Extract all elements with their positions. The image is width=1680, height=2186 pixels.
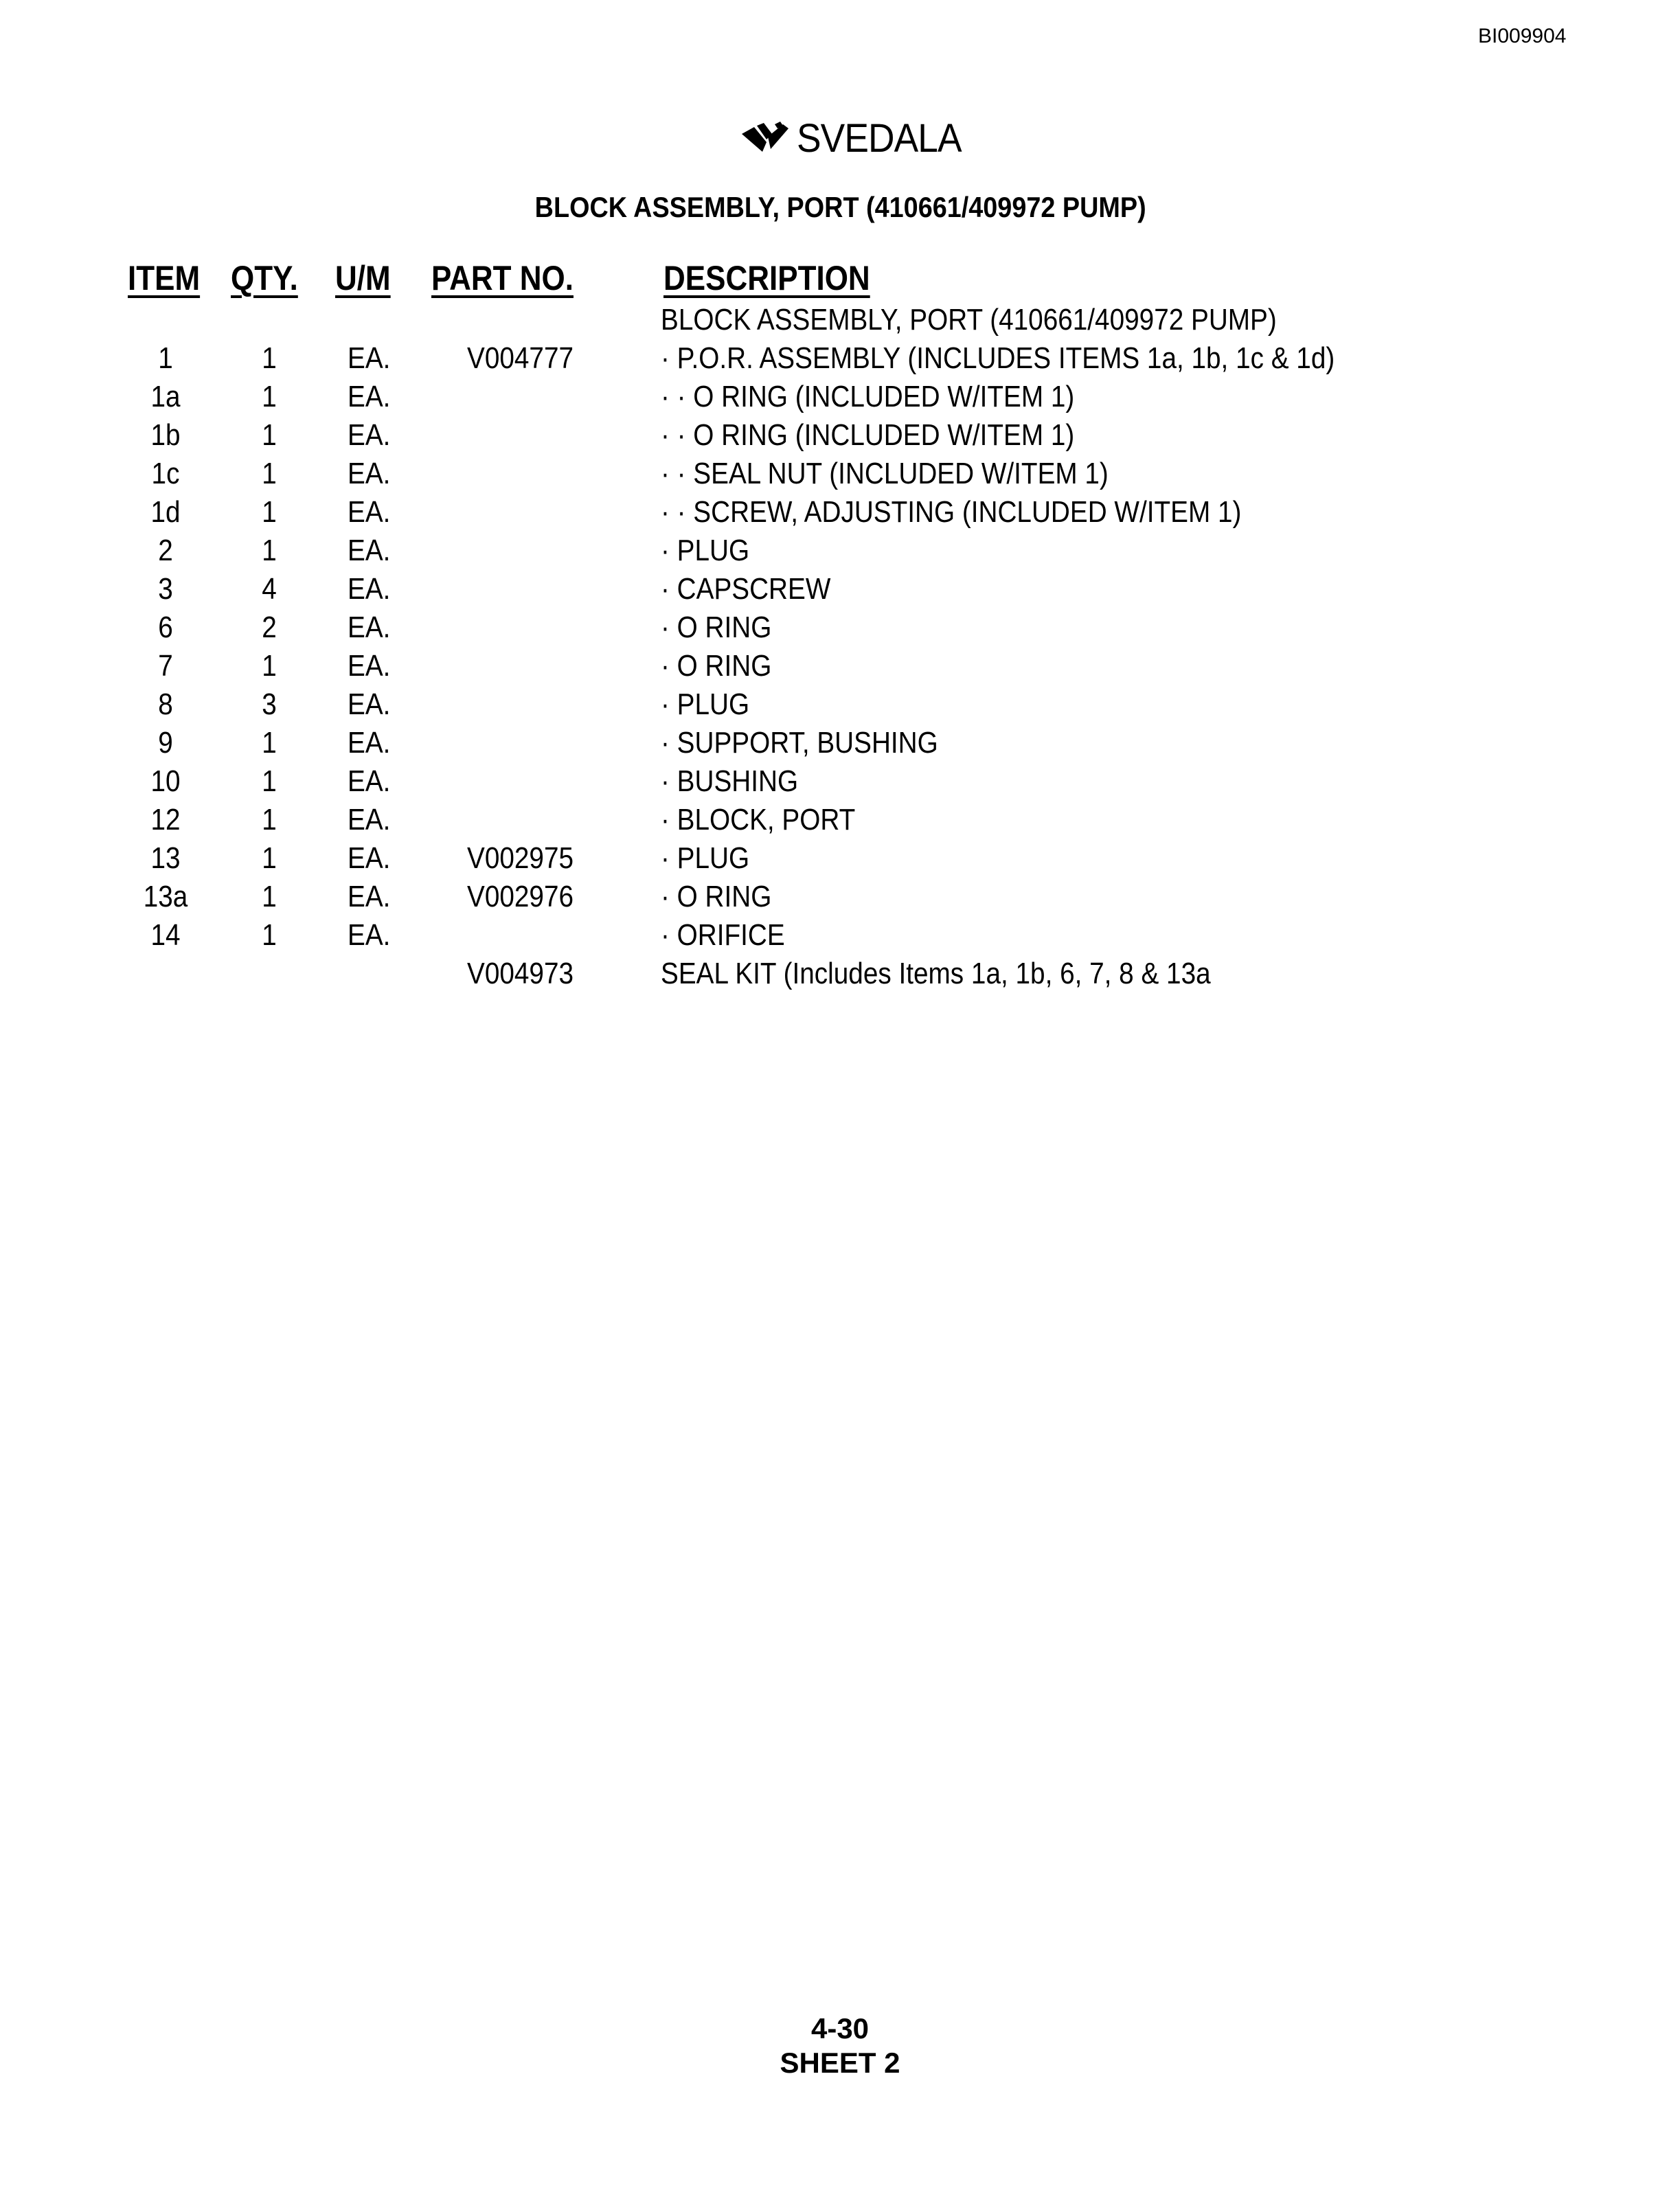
sheet-number: SHEET 2 bbox=[780, 2047, 900, 2079]
cell-um: EA. bbox=[348, 649, 391, 683]
cell-item: 1c bbox=[151, 457, 180, 490]
column-header-um: U/M bbox=[335, 259, 391, 297]
cell-description: · PLUG bbox=[661, 687, 750, 721]
cell-item: 1 bbox=[158, 341, 173, 375]
cell-description: BLOCK ASSEMBLY, PORT (410661/409972 PUMP) bbox=[661, 303, 1277, 337]
cell-part-no: V004973 bbox=[467, 957, 574, 990]
cell-part-no: V004777 bbox=[467, 341, 574, 375]
cell-description: · · O RING (INCLUDED W/ITEM 1) bbox=[661, 380, 1075, 413]
cell-description: · · SEAL NUT (INCLUDED W/ITEM 1) bbox=[661, 457, 1109, 490]
cell-description: SEAL KIT (Includes Items 1a, 1b, 6, 7, 8 & 13a bbox=[661, 957, 1211, 990]
table-row bbox=[0, 762, 1680, 801]
cell-description: · O RING bbox=[661, 649, 772, 683]
cell-qty: 4 bbox=[262, 572, 277, 606]
cell-item: 1d bbox=[150, 495, 181, 529]
cell-item: 14 bbox=[150, 918, 181, 952]
column-header-description: DESCRIPTION bbox=[663, 259, 870, 297]
table-row bbox=[0, 724, 1680, 762]
cell-um: EA. bbox=[348, 880, 391, 913]
table-row bbox=[0, 455, 1680, 493]
table-row bbox=[0, 608, 1680, 647]
table-row bbox=[0, 916, 1680, 955]
cell-description: · · O RING (INCLUDED W/ITEM 1) bbox=[661, 418, 1075, 452]
logo-wordmark: SVEDALA bbox=[797, 116, 962, 161]
cell-qty: 1 bbox=[262, 341, 277, 375]
cell-um: EA. bbox=[348, 764, 391, 798]
cell-qty: 1 bbox=[262, 841, 277, 875]
cell-item: 8 bbox=[158, 687, 173, 721]
table-row bbox=[0, 878, 1680, 916]
cell-um: EA. bbox=[348, 418, 391, 452]
cell-qty: 1 bbox=[262, 534, 277, 567]
table-row bbox=[0, 416, 1680, 455]
page-number: 4-30 bbox=[810, 2012, 870, 2045]
table-row bbox=[0, 339, 1680, 378]
cell-um: EA. bbox=[348, 457, 391, 490]
cell-um: EA. bbox=[348, 841, 391, 875]
cell-item: 10 bbox=[150, 764, 181, 798]
cell-item: 2 bbox=[158, 534, 173, 567]
cell-description: · CAPSCREW bbox=[661, 572, 831, 606]
table-row bbox=[0, 839, 1680, 878]
document-id: BI009904 bbox=[1478, 25, 1567, 47]
cell-um: EA. bbox=[348, 611, 391, 644]
cell-um: EA. bbox=[348, 918, 391, 952]
cell-um: EA. bbox=[348, 380, 391, 413]
document-title: BLOCK ASSEMBLY, PORT (410661/409972 PUMP) bbox=[534, 191, 1146, 223]
cell-um: EA. bbox=[348, 572, 391, 606]
cell-description: · · SCREW, ADJUSTING (INCLUDED W/ITEM 1) bbox=[661, 495, 1242, 529]
cell-item: 9 bbox=[158, 726, 173, 760]
cell-description: · PLUG bbox=[661, 841, 750, 875]
table-row bbox=[0, 301, 1680, 339]
cell-qty: 1 bbox=[262, 380, 277, 413]
svedala-logo bbox=[740, 115, 976, 161]
column-header-qty: QTY. bbox=[231, 259, 298, 297]
cell-item: 12 bbox=[150, 803, 181, 836]
cell-description: · SUPPORT, BUSHING bbox=[661, 726, 938, 760]
column-header-part-no: PART NO. bbox=[431, 259, 574, 297]
cell-description: · ORIFICE bbox=[661, 918, 785, 952]
cell-item: 1a bbox=[150, 380, 181, 413]
cell-qty: 1 bbox=[262, 726, 277, 760]
cell-qty: 1 bbox=[262, 880, 277, 913]
cell-qty: 1 bbox=[262, 649, 277, 683]
table-row bbox=[0, 570, 1680, 608]
svedala-chevron-logo-icon bbox=[740, 122, 794, 156]
cell-item: 13a bbox=[143, 880, 188, 913]
table-row bbox=[0, 685, 1680, 724]
cell-description: · BUSHING bbox=[661, 764, 799, 798]
table-row bbox=[0, 493, 1680, 532]
cell-qty: 1 bbox=[262, 803, 277, 836]
table-row bbox=[0, 378, 1680, 416]
cell-qty: 1 bbox=[262, 495, 277, 529]
cell-description: · P.O.R. ASSEMBLY (INCLUDES ITEMS 1a, 1b, 1c & 1d) bbox=[661, 341, 1335, 375]
cell-qty: 3 bbox=[262, 687, 277, 721]
cell-qty: 1 bbox=[262, 918, 277, 952]
cell-um: EA. bbox=[348, 534, 391, 567]
cell-qty: 1 bbox=[262, 457, 277, 490]
cell-qty: 1 bbox=[262, 764, 277, 798]
cell-description: · O RING bbox=[661, 880, 772, 913]
cell-um: EA. bbox=[348, 495, 391, 529]
cell-um: EA. bbox=[348, 803, 391, 836]
cell-part-no: V002975 bbox=[467, 841, 574, 875]
cell-description: · PLUG bbox=[661, 534, 750, 567]
table-row bbox=[0, 801, 1680, 839]
table-row bbox=[0, 532, 1680, 570]
cell-item: 3 bbox=[158, 572, 173, 606]
column-header-item: ITEM bbox=[128, 259, 201, 297]
cell-part-no: V002976 bbox=[467, 880, 574, 913]
cell-description: · BLOCK, PORT bbox=[661, 803, 856, 836]
cell-item: 7 bbox=[158, 649, 173, 683]
cell-item: 13 bbox=[150, 841, 181, 875]
table-row bbox=[0, 647, 1680, 685]
cell-um: EA. bbox=[348, 726, 391, 760]
table-row bbox=[0, 955, 1680, 993]
cell-item: 6 bbox=[158, 611, 173, 644]
cell-item: 1b bbox=[150, 418, 181, 452]
cell-um: EA. bbox=[348, 341, 391, 375]
cell-um: EA. bbox=[348, 687, 391, 721]
cell-qty: 2 bbox=[262, 611, 277, 644]
cell-description: · O RING bbox=[661, 611, 772, 644]
cell-qty: 1 bbox=[262, 418, 277, 452]
